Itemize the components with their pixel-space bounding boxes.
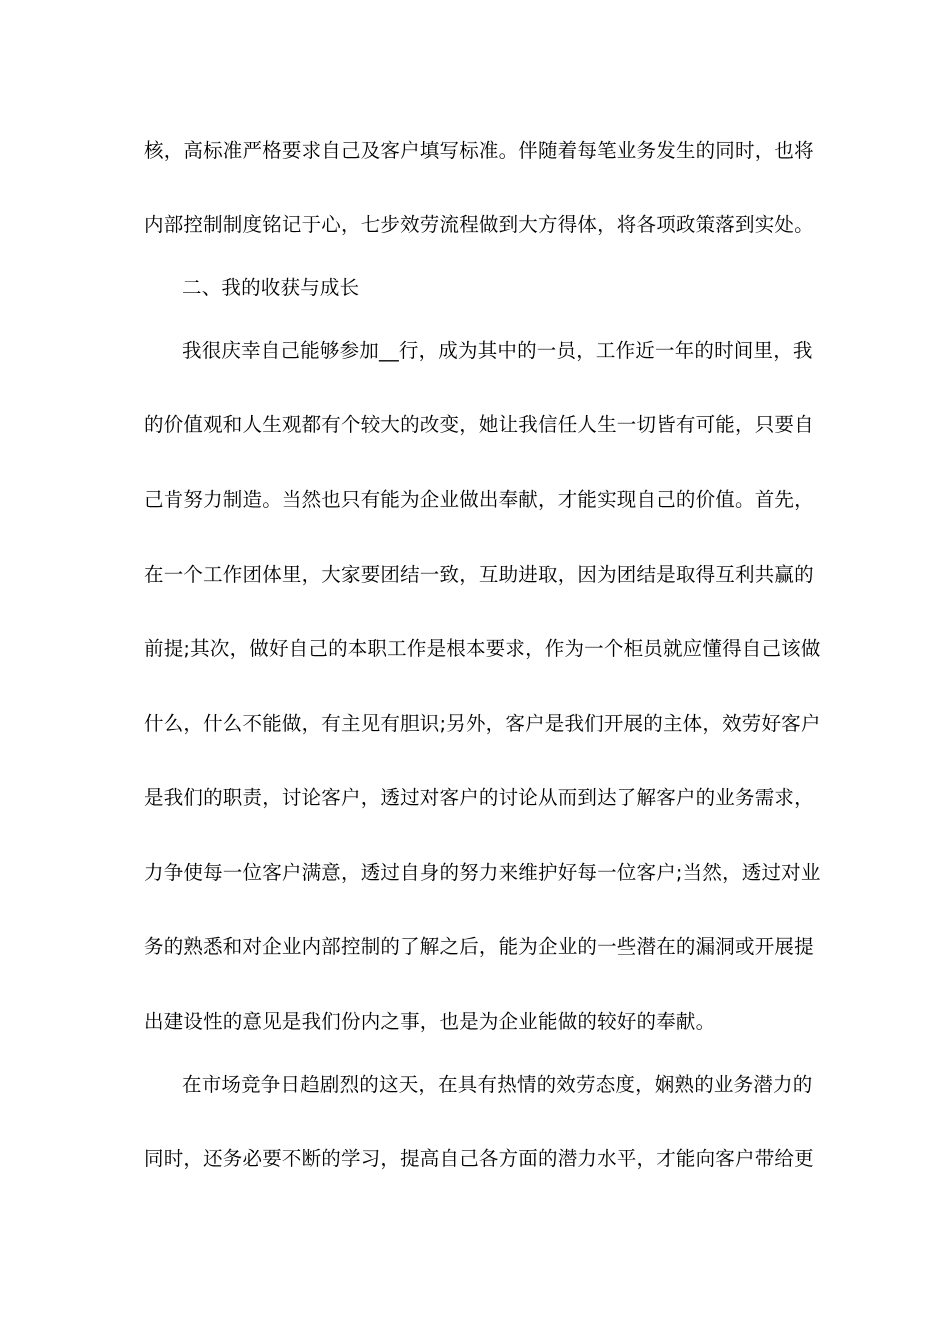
text-line: 己肯努力制造。当然也只有能为企业做出奉献，才能实现自己的价值。首先， bbox=[144, 488, 814, 511]
text-line: 什么，什么不能做，有主见有胆识;另外，客户是我们开展的主体，效劳好客户 bbox=[144, 712, 821, 735]
text-line: 我很庆幸自己能够参加__行，成为其中的一员，工作近一年的时间里，我 bbox=[182, 339, 813, 362]
text-line: 务的熟悉和对企业内部控制的了解之后，能为企业的一些潜在的漏洞或开展提 bbox=[144, 935, 814, 958]
text-line: 内部控制制度铭记于心，七步效劳流程做到大方得体，将各项政策落到实处。 bbox=[144, 213, 814, 236]
text-line: 前提;其次，做好自己的本职工作是根本要求，作为一个柜员就应懂得自己该做 bbox=[144, 637, 821, 660]
text-line: 力争使每一位客户满意，透过自身的努力来维护好每一位客户;当然，透过对业 bbox=[144, 861, 821, 884]
text-line: 的价值观和人生观都有个较大的改变，她让我信任人生一切皆有可能，只要自 bbox=[144, 413, 814, 436]
text-line: 同时，还务必要不断的学习，提高自己各方面的潜力水平，才能向客户带给更 bbox=[144, 1147, 814, 1170]
section-heading: 二、我的收获与成长 bbox=[182, 276, 360, 299]
text-line: 在市场竞争日趋剧烈的这天，在具有热情的效劳态度，娴熟的业务潜力的 bbox=[182, 1073, 813, 1096]
text-line: 出建设性的意见是我们份内之事，也是为企业能做的较好的奉献。 bbox=[144, 1010, 716, 1033]
text-line: 是我们的职责，讨论客户，透过对客户的讨论从而到达了解客户的业务需求， bbox=[144, 786, 814, 809]
text-line: 核，高标准严格要求自己及客户填写标准。伴随着每笔业务发生的同时，也将 bbox=[144, 139, 814, 162]
text-line: 在一个工作团体里，大家要团结一致，互助进取，因为团结是取得互利共赢的 bbox=[144, 563, 814, 586]
